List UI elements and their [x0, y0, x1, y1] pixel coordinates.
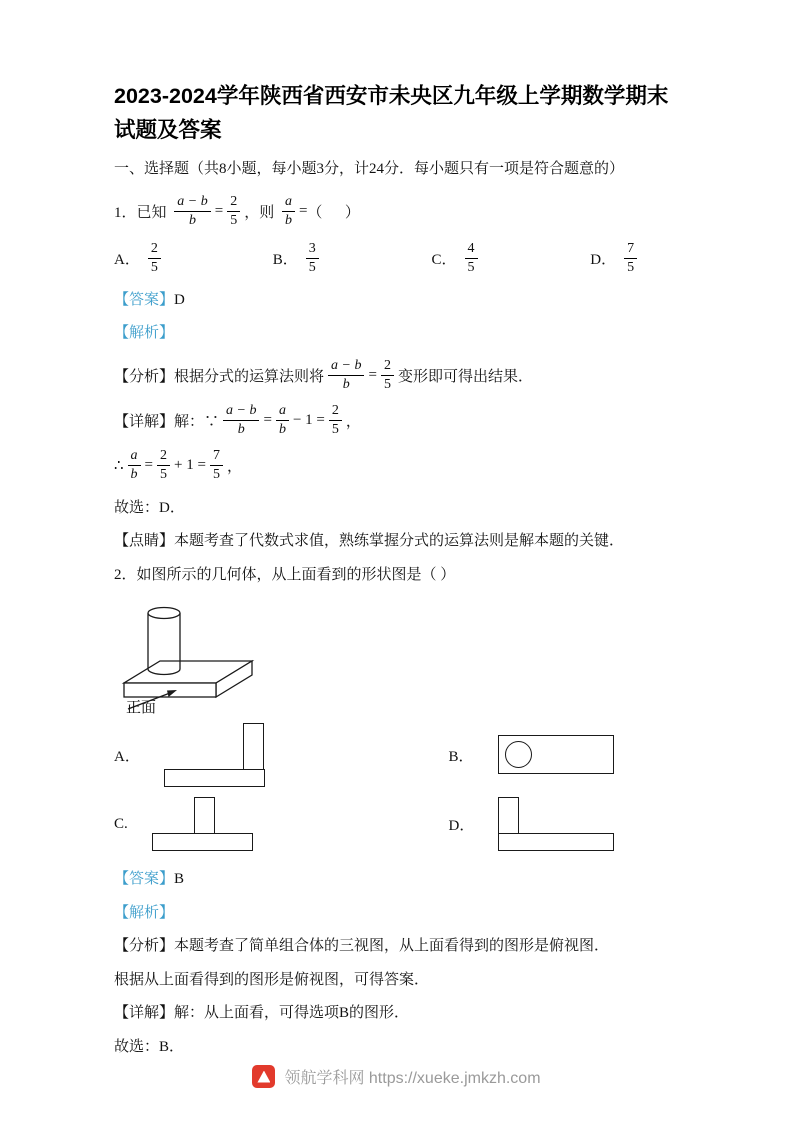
q1-detail1-minus-one: − 1 =	[292, 412, 325, 429]
fraction-denominator: 5	[627, 259, 635, 275]
q2-option-b	[449, 723, 615, 787]
q1-detail2-fraction-1	[128, 448, 141, 483]
fraction-numerator: 7	[624, 241, 637, 259]
q1-stem-text-2: ，则	[244, 204, 278, 221]
q2-option-a	[114, 723, 449, 787]
vertical-rect	[498, 797, 519, 834]
q2-analysis-2: 根据从上面看得到的图形是俯视图，可得答案．	[114, 971, 430, 988]
site-footer-text: 领航学科网 https://xueke.jmkzh.com	[284, 1070, 541, 1087]
q1-conclusion: 故选：D．	[114, 499, 185, 516]
q1-stem-fraction-2	[227, 194, 240, 229]
q1-option-d-label: D．	[590, 251, 617, 268]
q1-note: 【点睛】本题考查了代数式求值，熟练掌握分式的运算法则是解本题的关键．	[114, 533, 625, 549]
q2-option-c-label: C.	[114, 816, 128, 832]
fraction-denominator: b	[237, 422, 245, 438]
horizontal-bar	[164, 769, 265, 787]
q2-option-d-label: D．	[448, 818, 475, 834]
q1-detail2-plus-one: + 1 =	[174, 457, 206, 474]
circle	[505, 741, 532, 768]
q1-option-c-fraction	[465, 241, 478, 276]
front-view-label: 正面	[126, 700, 157, 716]
fraction-denominator: 5	[212, 467, 220, 483]
fraction-numerator: 2	[329, 403, 342, 421]
sail-glyph	[257, 1071, 270, 1083]
q1-analysis-equals: =	[368, 367, 377, 384]
fraction-denominator: b	[278, 422, 286, 438]
q1-option-b-fraction	[306, 241, 319, 276]
horizontal-bar	[152, 833, 253, 851]
q1-option-b-label: B．	[272, 251, 298, 268]
q1-analysis-header-label: 【解析】	[114, 325, 175, 342]
fraction-denominator: 5	[331, 422, 339, 438]
fraction-numerator: 7	[210, 448, 223, 466]
fraction-numerator: 4	[465, 241, 478, 259]
q1-stem-equals-1: =	[214, 202, 224, 219]
fraction-denominator: 5	[160, 467, 168, 483]
q1-stem-fraction-3	[282, 194, 295, 229]
title-line-2: 试题及答案	[114, 117, 222, 142]
title-line-1: 2023-2024学年陕西省西安市未央区九年级上学期数学期末	[114, 84, 669, 108]
q1-answer-value: D	[174, 291, 185, 308]
q1-detail2-fraction-2	[157, 448, 170, 483]
q2-option-c	[114, 797, 449, 852]
fraction-denominator: 5	[150, 259, 158, 275]
fraction-denominator: 5	[467, 259, 475, 275]
q1-detail2-equals-1: =	[144, 457, 154, 474]
fraction-numerator: a − b	[174, 194, 210, 212]
q1-stem	[114, 192, 681, 231]
fraction-numerator: a − b	[223, 403, 259, 421]
q1-detail1-fraction-3	[329, 403, 342, 438]
q2-stem: 2．如图所示的几何体，从上面看到的形状图是（ ）	[114, 566, 456, 583]
document-title	[114, 80, 681, 147]
q2-option-c-shape	[152, 797, 254, 852]
q2-conclusion: 故选：B．	[114, 1038, 185, 1055]
fraction-numerator: 2	[381, 358, 394, 376]
section-header: 一、选择题（共8小题，每小题3分，计24分．每小题只有一项是符合题意的）	[114, 161, 625, 178]
fraction-denominator: b	[284, 212, 292, 228]
site-logo-icon	[252, 1065, 275, 1088]
q1-detail2-fraction-3	[210, 448, 223, 483]
q1-detail1-comma: ，	[345, 414, 361, 431]
q2-options-row-2	[114, 797, 681, 852]
q2-answer-label: 【答案】	[114, 871, 175, 887]
q1-stem-fraction-1	[174, 194, 210, 229]
q1-stem-equals-2: =	[298, 202, 308, 219]
fraction-denominator: b	[130, 467, 138, 483]
fraction-denominator: b	[188, 212, 196, 228]
fraction-denominator: 5	[230, 212, 238, 228]
q1-detail1-fraction-2	[276, 403, 289, 438]
q2-options-row-1	[114, 723, 681, 787]
fraction-numerator: a − b	[328, 358, 364, 376]
q1-answer-line	[114, 289, 681, 312]
q1-detail-line-2	[114, 446, 681, 485]
q2-answer-value: B	[174, 871, 185, 887]
cylinder-top-ellipse	[148, 608, 180, 619]
q1-option-a	[114, 239, 273, 278]
site-footer	[0, 1065, 793, 1088]
q1-detail1-equals-1: =	[263, 412, 272, 429]
q1-option-a-label: A．	[114, 251, 140, 268]
fraction-denominator: b	[342, 377, 350, 393]
fraction-numerator: 3	[306, 241, 319, 259]
q1-detail2-comma: ，	[226, 459, 242, 476]
vertical-rect	[243, 723, 264, 770]
fraction-denominator: 5	[383, 377, 391, 393]
q1-analysis-fraction-2	[381, 358, 394, 393]
q1-detail1-text-1: 【详解】解：∵	[114, 414, 220, 431]
fraction-numerator: 2	[227, 194, 240, 212]
q1-stem-text-1: 1．已知	[114, 204, 171, 221]
q1-answer-label: 【答案】	[114, 291, 175, 308]
q1-option-a-fraction	[148, 241, 161, 276]
q1-analysis-text-1: 【分析】根据分式的运算法则将	[114, 369, 325, 386]
q2-answer-line	[114, 868, 681, 891]
q2-detail: 【详解】解：从上面看，可得选项B的图形．	[114, 1005, 410, 1021]
q2-analysis-header	[114, 902, 681, 925]
fraction-numerator: a	[276, 403, 289, 421]
q1-analysis-fraction-1	[328, 358, 364, 393]
fraction-numerator: a	[128, 448, 141, 466]
fraction-numerator: a	[282, 194, 295, 212]
q1-option-d-fraction	[624, 241, 637, 276]
q1-option-c	[432, 239, 591, 278]
q2-option-a-label: A．	[114, 748, 140, 765]
q2-option-b-label: B．	[448, 748, 474, 765]
q1-analysis-text-2: 变形即可得出结果．	[397, 369, 533, 386]
q1-analysis	[114, 356, 681, 395]
q2-option-b-shape	[498, 735, 615, 775]
q1-analysis-header	[114, 322, 681, 345]
horizontal-bar	[498, 833, 614, 851]
q2-option-a-shape	[164, 723, 266, 787]
q2-analysis-header-label: 【解析】	[114, 904, 175, 921]
fraction-denominator: 5	[308, 259, 316, 275]
q1-options	[114, 239, 681, 278]
q1-option-b	[273, 239, 432, 278]
q1-detail1-fraction-1	[223, 403, 259, 438]
q1-stem-blank-parens: （ ）	[307, 204, 360, 221]
q1-option-d	[590, 239, 641, 278]
q1-detail2-therefore: ∴	[114, 458, 124, 475]
q1-detail-line-1	[114, 401, 681, 440]
q2-analysis-1: 【分析】本题考查了简单组合体的三视图，从上面看得到的图形是俯视图．	[114, 938, 610, 954]
fraction-numerator: 2	[157, 448, 170, 466]
q2-option-d-shape	[498, 797, 615, 852]
q2-option-d	[449, 797, 616, 852]
vertical-rect	[194, 797, 215, 834]
q1-option-c-label: C．	[431, 251, 457, 268]
q2-solid-figure	[116, 597, 376, 716]
fraction-numerator: 2	[148, 241, 161, 259]
